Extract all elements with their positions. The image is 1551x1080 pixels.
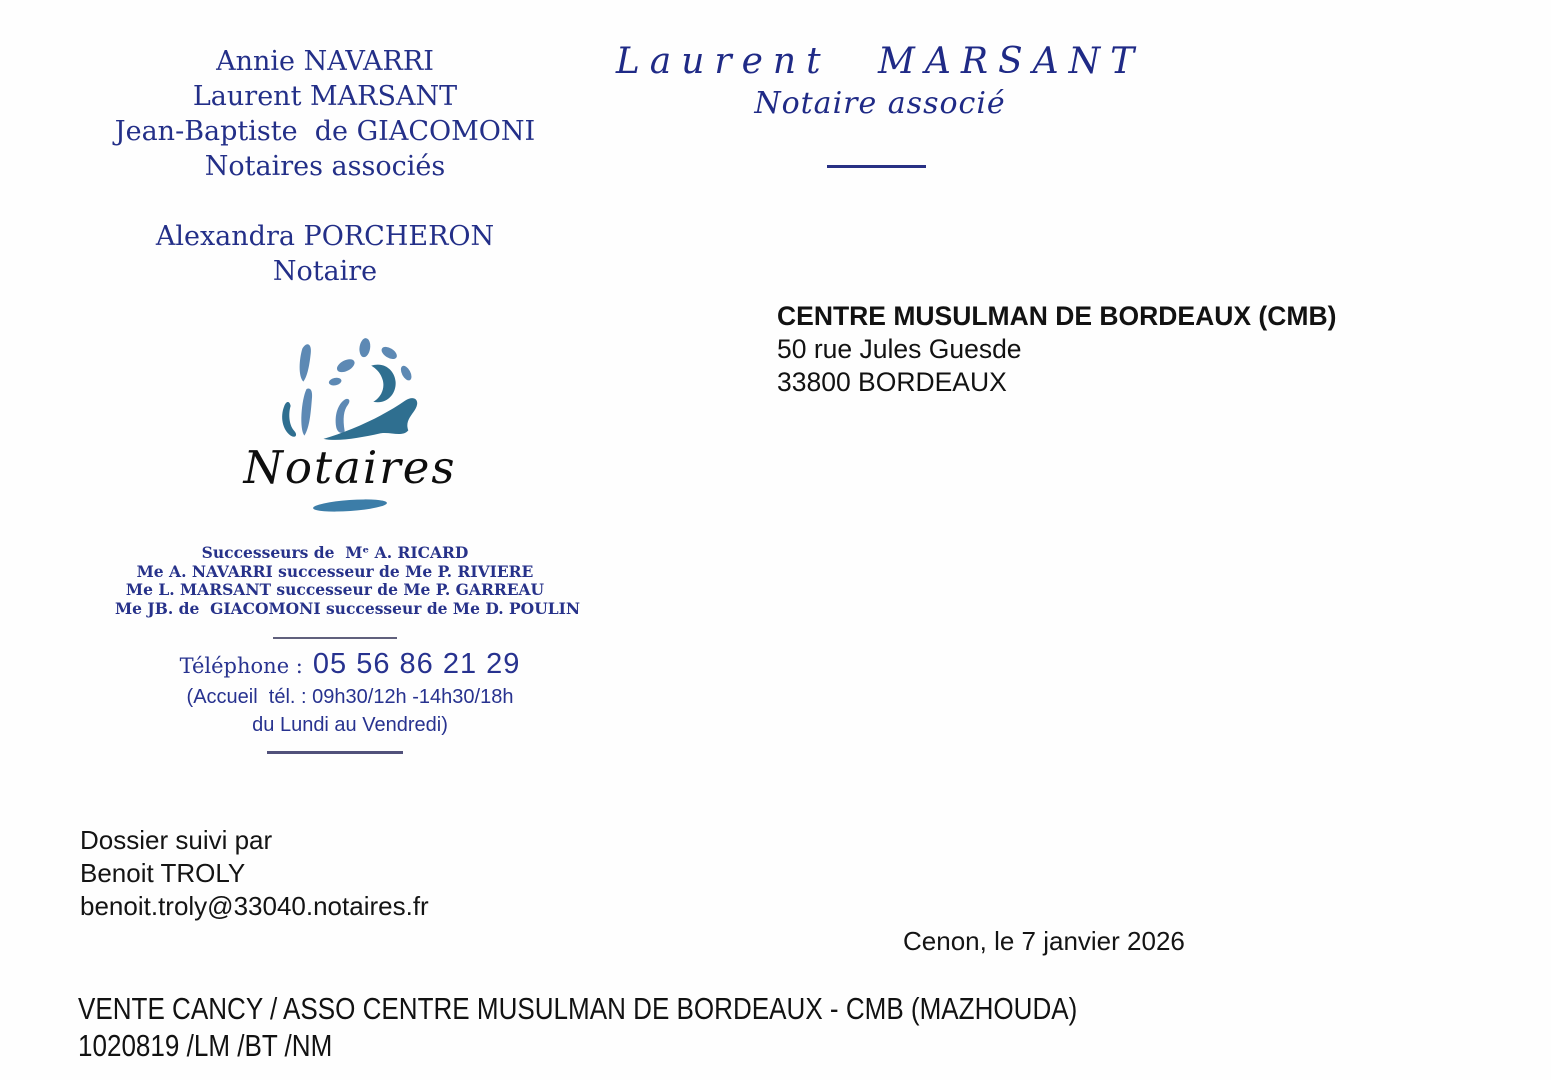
successor-line: Me L. MARSANT successeur de Me P. GARREAU [125,580,545,599]
file-reference-block [78,990,1077,1064]
successors-block [115,543,581,618]
dossier-label: Dossier suivi par [80,825,273,855]
notaires-logo-icon [270,336,430,442]
section-divider-line [267,751,403,754]
phone-block [135,648,565,737]
partner-names-block [100,44,550,184]
recipient-address-block [777,300,1336,399]
recipient-name: CENTRE MUSULMAN DE BORDEAUX (CMB) [777,301,1337,331]
header-divider-line [827,165,926,168]
notary-name: Alexandra PORCHERON [155,221,495,252]
successor-line: Me A. NAVARRI successeur de Me P. RIVIERE [136,561,534,581]
date-line: Cenon, le 7 janvier 2026 [903,926,1185,956]
section-divider-line [273,637,397,639]
dossier-contact-name: Benoit TROLY [80,858,246,888]
partner-title: Notaires associés [204,151,446,182]
partner-name: Jean-Baptiste de GIACOMONI [114,116,536,147]
reference-number: 1020819 /LM /BT /NM [78,1028,333,1063]
notary-title: Notaire [272,256,378,287]
phone-label: Téléphone : [179,654,303,678]
notary-header-name: Laurent MARSANT [615,41,1145,82]
successor-line: Me JB. de GIACOMONI successeur de Me D. POULIN [115,598,581,618]
dossier-block [80,824,429,923]
phone-number: 05 56 86 21 29 [312,648,521,680]
notaires-wordmark: Notaires [243,441,457,494]
recipient-city: 33800 BORDEAUX [777,367,1007,397]
partner-name: Laurent MARSANT [192,81,458,112]
notaires-logo [225,336,475,511]
recipient-street: 50 rue Jules Guesde [777,334,1022,364]
reference-subject: VENTE CANCY / ASSO CENTRE MUSULMAN DE BORDEAUX - CMB (MAZHOUDA) [78,991,1078,1026]
successor-line: Successeurs de Mᵉ A. RICARD [201,543,469,562]
notary-name-block [100,219,550,289]
notary-header-role: Notaire associé [754,86,1006,121]
phone-hours-line1: (Accueil tél. : 09h30/12h -14h30/18h [186,686,514,708]
partner-name: Annie NAVARRI [216,46,434,77]
dossier-contact-email: benoit.troly@33040.notaires.fr [80,891,429,921]
phone-hours-line2: du Lundi au Vendredi) [252,714,448,736]
letterhead-header [590,40,1170,124]
logo-underline-dash [313,497,388,513]
